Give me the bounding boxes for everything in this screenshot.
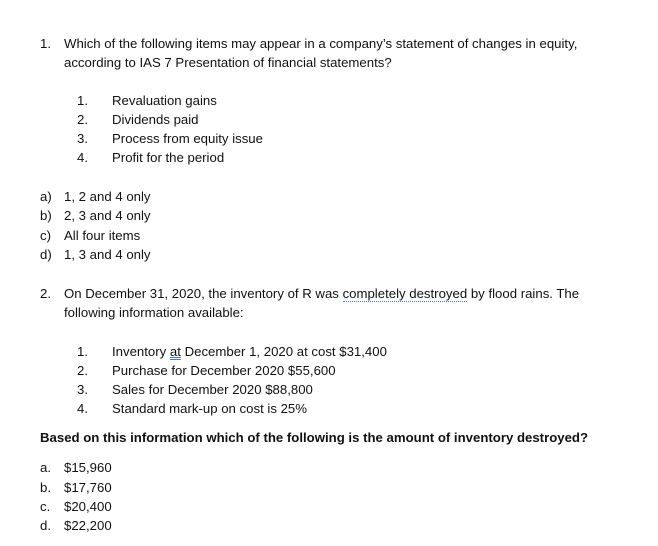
option-text: $15,960 — [64, 460, 112, 475]
item-text-segment: December 1, 2020 at cost $31,400 — [180, 344, 387, 359]
question-prompt: Based on this information which of the following is the amount of inventory destroyed? — [40, 430, 589, 445]
item-text: Dividends paid — [112, 112, 199, 127]
question-text-segment: by flood rains. The — [467, 286, 580, 301]
option-letter: a) — [40, 189, 52, 204]
option-text: 1, 3 and 4 only — [64, 247, 151, 262]
spelling-flagged-phrase: completely destroyed — [342, 286, 468, 301]
option-text: 2, 3 and 4 only — [64, 208, 151, 223]
option-letter: a. — [40, 460, 51, 475]
item-number: 1. — [77, 344, 88, 359]
item-number: 2. — [77, 112, 88, 127]
item-text: Sales for December 2020 $88,800 — [112, 382, 313, 397]
option-letter: b. — [40, 480, 51, 495]
option-letter: b) — [40, 208, 52, 223]
question-number: 1. — [40, 36, 51, 51]
question-number: 2. — [40, 286, 51, 301]
item-text: Purchase for December 2020 $55,600 — [112, 363, 336, 378]
option-text: $22,200 — [64, 518, 112, 533]
option-text: 1, 2 and 4 only — [64, 189, 151, 204]
item-number: 1. — [77, 93, 88, 108]
item-text: Profit for the period — [112, 150, 225, 165]
item-number: 4. — [77, 401, 88, 416]
item-text: Process from equity issue — [112, 131, 263, 146]
item-text — [112, 344, 387, 360]
question-text-line: according to IAS 7 Presentation of financial statements? — [64, 55, 392, 70]
question-text-line — [64, 286, 579, 302]
option-letter: d. — [40, 518, 51, 533]
item-number: 3. — [77, 131, 88, 146]
item-number: 4. — [77, 150, 88, 165]
item-number: 2. — [77, 363, 88, 378]
option-text: All four items — [64, 228, 141, 243]
option-letter: d) — [40, 247, 52, 262]
grammar-flagged-word: at — [169, 344, 181, 359]
question-text-line: following information available: — [64, 305, 244, 320]
item-number: 3. — [77, 382, 88, 397]
question-text-line: Which of the following items may appear in a company’s statement of changes in equity, — [64, 36, 578, 51]
item-text-segment: Inventory — [112, 344, 170, 359]
option-text: $20,400 — [64, 499, 112, 514]
question-text-segment: On December 31, 2020, the inventory of R was — [64, 286, 343, 301]
option-letter: c. — [40, 499, 51, 514]
option-text: $17,760 — [64, 480, 112, 495]
item-text: Revaluation gains — [112, 93, 217, 108]
item-text: Standard mark-up on cost is 25% — [112, 401, 307, 416]
option-letter: c) — [40, 228, 51, 243]
